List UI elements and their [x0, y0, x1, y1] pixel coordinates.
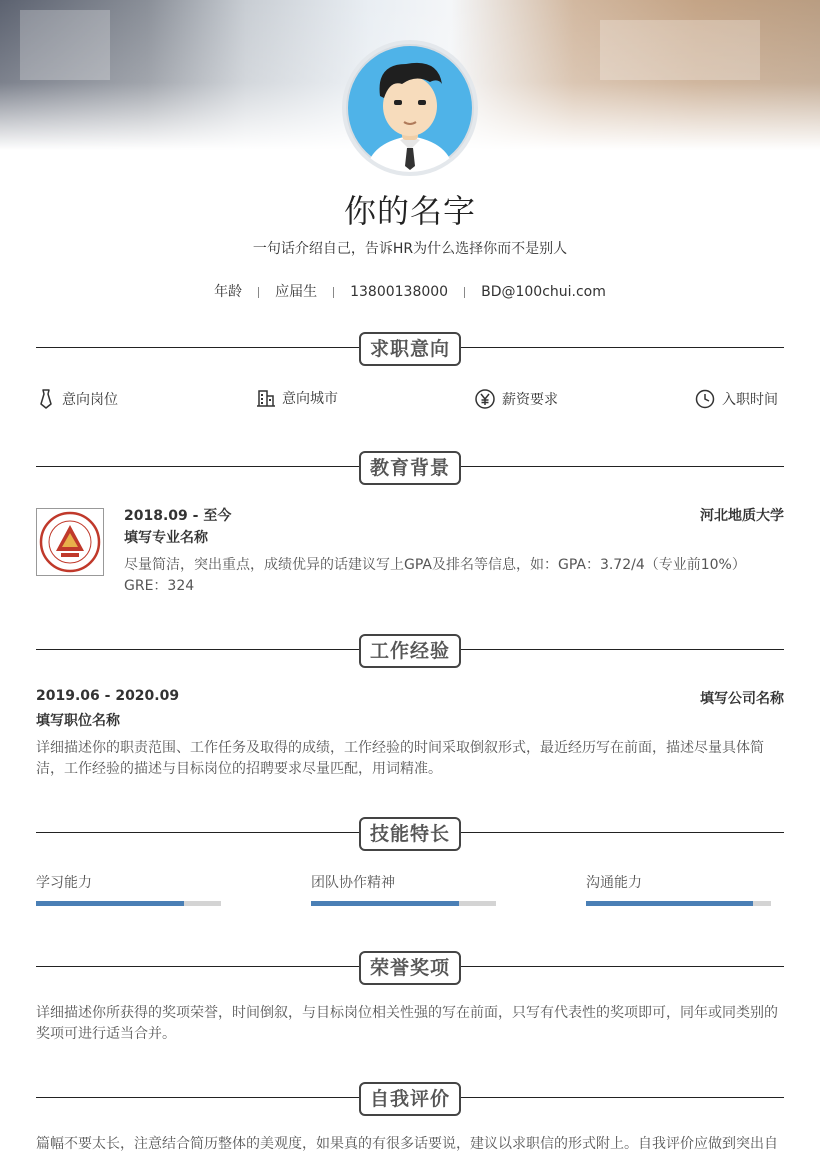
tie-icon: [36, 388, 56, 410]
intent-city-label: 意向城市: [282, 391, 338, 407]
work-description: 详细描述你的职责范围、工作任务及取得的成绩，工作经验的时间采取倒叙形式，最近经历写在前面，描述尽量具体简洁，工作经验的描述与目标岗位的招聘要求尽量匹配，用词精准。: [36, 740, 764, 777]
intent-salary-label: 薪资要求: [502, 392, 558, 408]
section-education: [36, 451, 784, 485]
education-period: 2018.09 - 至今: [124, 508, 232, 524]
contact-age: 年龄: [214, 284, 243, 300]
clock-icon: [694, 388, 716, 410]
contact-email: BD@100chui.com: [481, 284, 606, 300]
section-title-work: 工作经验: [359, 634, 461, 668]
self-description: 篇幅不要太长，注意结合简历整体的美观度，如果真的有很多话要说，建议以求职信的形式附上。自我评价应做到突出自: [36, 1136, 778, 1152]
candidate-name: 你的名字: [343, 192, 476, 230]
skill-bar-track: [586, 901, 771, 906]
work-period: 2019.06 - 2020.09: [36, 688, 180, 704]
contact-status: 应届生: [275, 284, 318, 300]
separator: [464, 287, 465, 298]
separator: [258, 287, 259, 298]
skill-bar-fill: [311, 901, 459, 906]
avatar: [346, 44, 474, 172]
contact-phone: 13800138000: [350, 284, 449, 300]
skill-bar-track: [36, 901, 221, 906]
intent-start-label: 入职时间: [722, 392, 778, 408]
section-self: [36, 1082, 784, 1116]
skill-label: 团队协作精神: [311, 875, 395, 891]
work-position: 填写职位名称: [36, 713, 120, 729]
building-icon: [256, 388, 276, 408]
banner-decoration: [600, 20, 760, 80]
candidate-tagline: 一句话介绍自己，告诉HR为什么选择你而不是别人: [252, 241, 568, 257]
intent-position: [36, 388, 118, 410]
section-title-education: 教育背景: [359, 451, 461, 485]
education-major: 填写专业名称: [124, 530, 208, 546]
honors-description: 详细描述你所获得的奖项荣誉，时间倒叙，与目标岗位相关性强的写在前面，只写有代表性的奖项即可，同年或同类别的奖项可进行适当合并。: [36, 1005, 778, 1042]
skill-item: [36, 872, 92, 892]
banner-decoration: [20, 10, 110, 80]
intent-salary: [474, 388, 558, 410]
yen-icon: [474, 388, 496, 410]
skill-bar-fill: [586, 901, 753, 906]
skill-bar-fill: [36, 901, 184, 906]
school-emblem-icon: [37, 509, 103, 575]
education-description: 尽量简洁，突出重点，成绩优异的话建议写上GPA及排名等信息，如：GPA：3.72/4（专业前10%） GRE：324: [124, 557, 746, 594]
skill-item: [311, 872, 395, 892]
section-work: [36, 634, 784, 668]
education-school: 河北地质大学: [700, 508, 784, 524]
contact-info: [0, 281, 820, 301]
skill-item: [586, 872, 642, 892]
work-company: 填写公司名称: [700, 691, 784, 707]
intent-city: [256, 388, 338, 408]
section-title-honors: 荣誉奖项: [359, 951, 461, 985]
separator: [333, 287, 334, 298]
intent-position-label: 意向岗位: [62, 392, 118, 408]
section-title-intent: 求职意向: [359, 332, 461, 366]
school-logo: [36, 508, 104, 576]
section-title-skills: 技能特长: [359, 817, 461, 851]
section-honors: [36, 951, 784, 985]
section-skills: [36, 817, 784, 851]
skill-label: 沟通能力: [586, 875, 642, 891]
section-intent: [36, 332, 784, 366]
intent-start: [694, 388, 778, 410]
skill-bar-track: [311, 901, 496, 906]
avatar-illustration: [346, 44, 474, 172]
skill-label: 学习能力: [36, 875, 92, 891]
section-title-self: 自我评价: [359, 1082, 461, 1116]
